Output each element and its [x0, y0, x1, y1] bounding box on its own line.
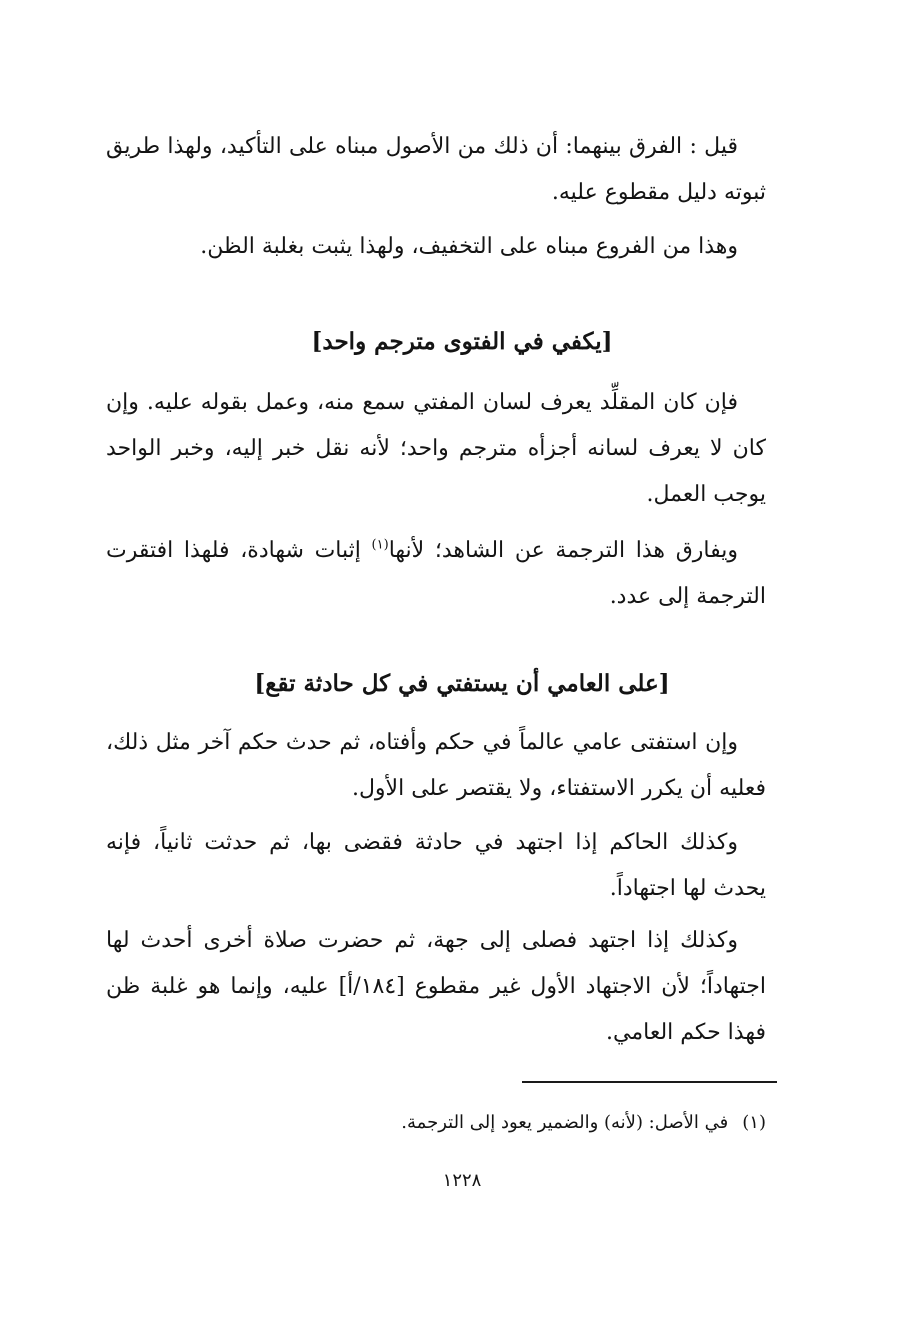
footnote [106, 1106, 766, 1140]
paragraph-text: وكذلك الحاكم إذا اجتهد في حادثة فقضى بها، ثم حدثت ثانياً، فإنه يحدث لها اجتهاداً. [106, 830, 766, 901]
paragraph-text: وإن استفتى عامي عالماً في حكم وأفتاه، ثم حدث حكم آخر مثل ذلك، فعليه أن يكرر الاستفتاء، ولا يقتصر على الأول. [106, 730, 766, 801]
section-heading-layman: [على العامي أن يستفتي في كل حادثة تقع] [254, 670, 670, 697]
paragraph-text: وهذا من الفروع مبناه على التخفيف، ولهذا يثبت بغلبة الظن. [200, 234, 738, 259]
footnote-divider [522, 1081, 777, 1083]
paragraph-text: فإن كان المقلِّد يعرف لسان المفتي سمع منه، وعمل بقوله عليه. وإن كان لا يعرف لسانه أجزأه مترجم واحد؛ لأنه نقل خبر إليه، وخبر الواحد يوجب العمل. [106, 390, 766, 507]
paragraph-branches [106, 224, 766, 270]
paragraph-prayer-direction [106, 918, 766, 1056]
section-heading-translator: [يكفي في الفتوى مترجم واحد] [311, 328, 613, 355]
paragraph-text: قيل : الفرق بينهما: أن ذلك من الأصول مبناه على التأكيد، ولهذا طريق ثبوته دليل مقطوع عليه. [106, 134, 766, 205]
paragraph-difference [106, 124, 766, 216]
footnote-marker: (١) [371, 537, 389, 553]
paragraph-translator [106, 380, 766, 518]
paragraph-text: إثبات شهادة، فلهذا افتقرت الترجمة إلى عدد. [106, 538, 766, 609]
paragraph-judge [106, 820, 766, 912]
paragraph-witness [106, 528, 766, 620]
footnote-number: (١) [742, 1112, 766, 1133]
paragraph-text: ويفارق هذا الترجمة عن الشاهد؛ لأنها [388, 538, 738, 563]
page-number: ١٢٢٨ [442, 1170, 482, 1191]
footnote-text: في الأصل: (لأنه) والضمير يعود إلى الترجمة. [401, 1112, 729, 1133]
paragraph-text: وكذلك إذا اجتهد فصلى إلى جهة، ثم حضرت صلاة أخرى أحدث لها اجتهاداً؛ لأن الاجتهاد الأول غير مقطوع [١٨٤/أ] عليه، وإنما هو غلبة ظن فهذا حكم العامي. [106, 928, 766, 1045]
paragraph-layman [106, 720, 766, 812]
